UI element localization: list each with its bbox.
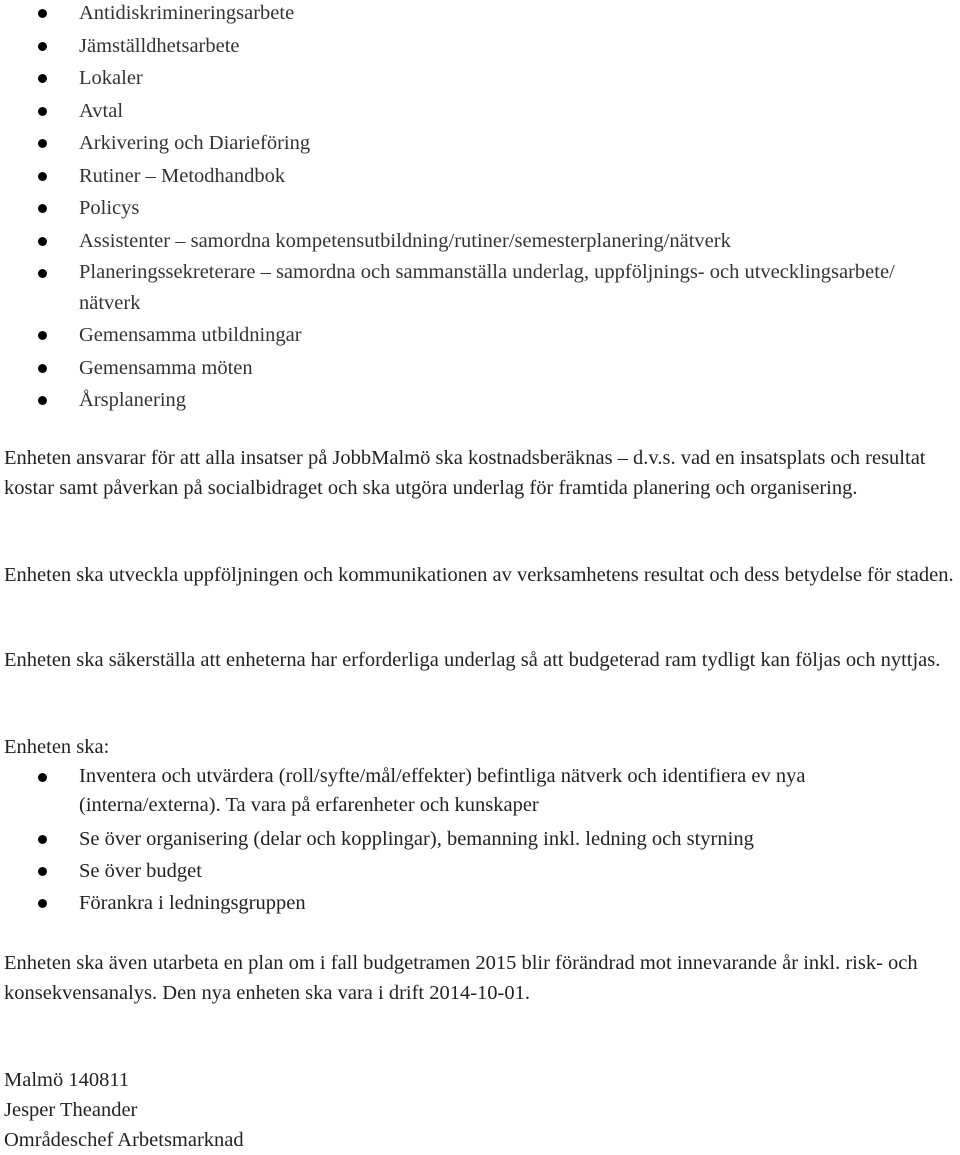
bullet-icon <box>38 74 47 83</box>
bullet-icon <box>38 773 47 782</box>
list-item-text: Arkivering och Diarieföring <box>79 132 311 154</box>
bullet-icon <box>38 237 47 246</box>
list-item <box>0 30 960 63</box>
budget-plan-paragraph: Enheten ska även utarbeta en plan om i fall budgetramen 2015 blir förändrad mot innevarande år inkl. risk- och konsekvensanalys. Den nya enheten ska vara i drift 2014-10-01. <box>4 952 918 1004</box>
signature-place-date: Malmö 140811 <box>4 1069 130 1091</box>
bullet-icon <box>38 396 47 405</box>
list-item <box>0 127 960 160</box>
list-item <box>0 887 960 919</box>
budget-paragraph: Enheten ska säkerställa att enheterna har erforderliga underlag så att budgeterad ram tydligt kan följas och nyttjas. <box>4 649 941 671</box>
task-list <box>0 762 960 919</box>
list-item-text: Se över organisering (delar och kopplingar), bemanning inkl. ledning och styrning <box>79 828 754 850</box>
list-item-text: Avtal <box>79 99 124 122</box>
list-item <box>0 319 960 352</box>
list-item-text: Planeringssekreterare – samordna och sammanställa underlag, uppföljnings- och utvecklingsarbete/ nätverk <box>79 261 895 314</box>
list-item-text: Rutiner – Metodhandbok <box>79 164 286 187</box>
list-item <box>0 855 960 887</box>
list-item-text: Policys <box>79 197 140 219</box>
bullet-icon <box>38 107 47 116</box>
list-item <box>0 352 960 385</box>
bullet-icon <box>38 269 47 278</box>
tasks-intro-paragraph: Enheten ska: <box>4 736 110 758</box>
list-item-text: Antidiskrimineringsarbete <box>79 2 295 24</box>
list-item-text: Assistenter – samordna kompetensutbildning/rutiner/semesterplanering/nätverk <box>79 229 731 252</box>
bullet-icon <box>38 9 47 18</box>
list-item-text: Årsplanering <box>79 389 187 411</box>
list-item <box>0 225 960 258</box>
bullet-icon <box>38 42 47 51</box>
list-item <box>0 384 960 417</box>
responsibility-list <box>0 0 960 417</box>
bullet-icon <box>38 204 47 213</box>
bullet-icon <box>38 139 47 148</box>
signature-block <box>4 1065 244 1155</box>
list-item <box>0 192 960 225</box>
signature-title: Områdeschef Arbetsmarknad <box>4 1129 244 1151</box>
list-item-text: Inventera och utvärdera (roll/syfte/mål/effekter) befintliga nätverk och identifiera ev nya (interna/externa). Ta vara på erfarenheter och kunskaper <box>79 765 806 816</box>
bullet-icon <box>38 172 47 181</box>
follow-up-paragraph: Enheten ska utveckla uppföljningen och kommunikationen av verksamhetens resultat och dess betydelse för staden. <box>4 564 954 586</box>
list-item <box>0 762 960 823</box>
bullet-icon <box>38 331 47 340</box>
bullet-icon <box>38 835 47 844</box>
list-item <box>0 62 960 95</box>
bullet-icon <box>38 867 47 876</box>
list-item-text: Gemensamma utbildningar <box>79 324 302 346</box>
list-item <box>0 160 960 193</box>
list-item-text: Gemensamma möten <box>79 356 253 379</box>
list-item <box>0 95 960 128</box>
list-item <box>0 823 960 855</box>
signature-name: Jesper Theander <box>4 1099 138 1121</box>
bullet-icon <box>38 899 47 908</box>
list-item <box>0 257 960 319</box>
list-item-text: Lokaler <box>79 67 143 89</box>
list-item-text: Förankra i ledningsgruppen <box>79 892 306 914</box>
list-item <box>0 0 960 30</box>
cost-calculation-paragraph: Enheten ansvarar för att alla insatser på JobbMalmö ska kostnadsberäknas – d.v.s. vad en insatsplats och resultat kostar samt påverkan på socialbidraget och ska utgöra underlag för framtida planering och organisering. <box>4 447 926 499</box>
bullet-icon <box>38 364 47 373</box>
list-item-text: Se över budget <box>79 860 202 882</box>
list-item-text: Jämställdhetsarbete <box>79 34 240 57</box>
